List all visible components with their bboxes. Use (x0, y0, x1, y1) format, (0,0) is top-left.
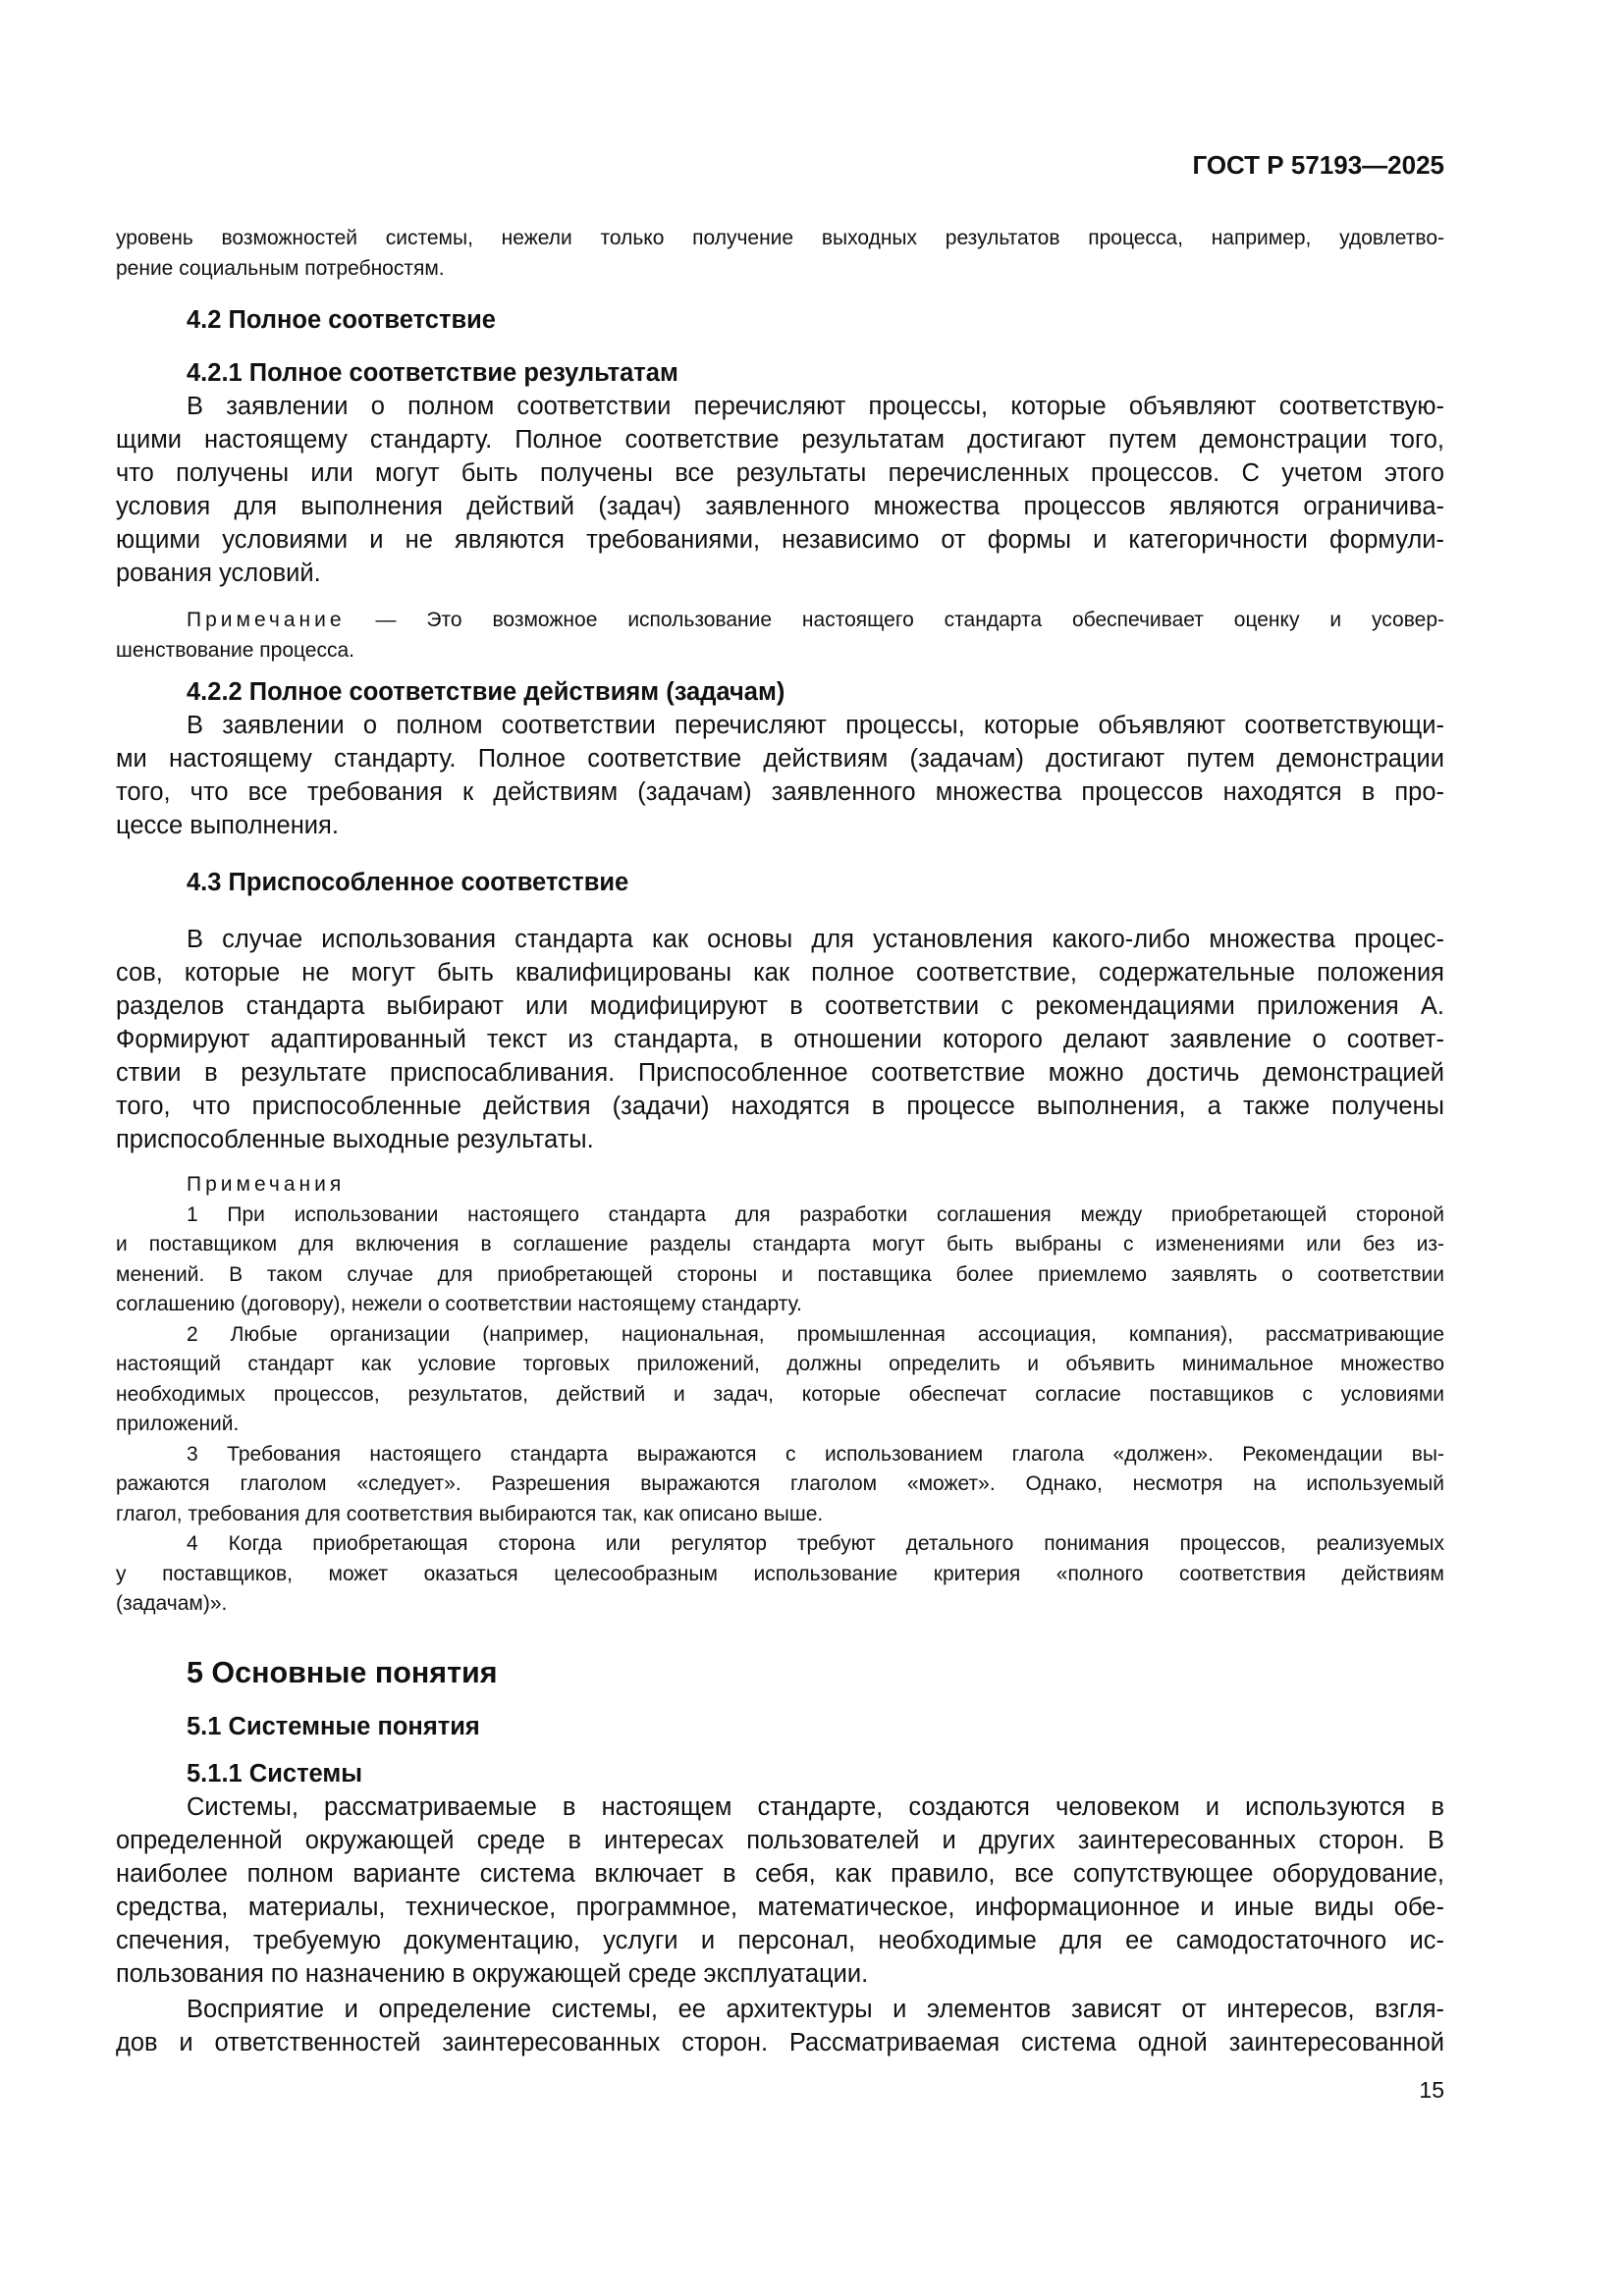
note-line: 2 Любые организации (например, национальная, промышленная ассоциация, компания), рассматривающие (187, 1322, 1444, 1346)
text-line: Формируют адаптированный текст из стандарта, в отношении которого делают заявление о соответ- (116, 1026, 1444, 1053)
intro-continuation (116, 224, 1444, 284)
note-line: 3 Требования настоящего стандарта выражаются с использованием глагола «должен». Рекомендации вы- (187, 1442, 1444, 1466)
text-line: В заявлении о полном соответствии перечисляют процессы, которые объявляют соответствую- (187, 393, 1444, 420)
notes-4-3 (116, 1170, 1444, 1620)
text-line: сов, которые не могут быть квалифицированы как полное соответствие, содержательные положения (116, 959, 1444, 987)
text-line: определенной окружающей среде в интересах пользователей и других заинтересованных сторон. В (116, 1826, 1444, 1854)
paragraph-5-1-1-b (116, 1993, 1444, 2059)
note-line: 4 Когда приобретающая сторона или регулятор требуют детального понимания процессов, реализуемых (187, 1532, 1444, 1555)
heading-5-1-1: 5.1.1 Системы (187, 1759, 363, 1788)
text-line: ми настоящему стандарту. Полное соответствие действиям (задачам) достигают путем демонстрации (116, 745, 1444, 773)
note-line: настоящий стандарт как условие торговых приложений, должны определить и объявить минимальное множество (116, 1353, 1444, 1375)
text-line: уровень возможностей системы, нежели только получение выходных результатов процесса, например, удовлетво- (116, 227, 1444, 249)
paragraph-4-3 (116, 923, 1444, 1156)
note-label: Примечание (187, 609, 346, 631)
text-line: шенствование процесса. (116, 638, 354, 662)
text-line: условия для выполнения действий (задач) заявленного множества процессов являются ограничива- (116, 493, 1444, 520)
note-line: соглашению (договору), нежели о соответствии настоящему стандарту. (116, 1293, 802, 1315)
heading-4-2-2: 4.2.2 Полное соответствие действиям (задачам) (187, 678, 785, 706)
page-number: 15 (1419, 2077, 1444, 2103)
heading-5: 5 Основные понятия (187, 1655, 498, 1689)
text-line: В случае использования стандарта как основы для установления какого-либо множества процес- (187, 926, 1444, 953)
text-line: ющими условиями и не являются требованиями, независимо от формы и категоричности формули- (116, 526, 1444, 554)
note-line: и поставщиком для включения в соглашение разделы стандарта могут быть выбраны с изменениями или без из- (116, 1233, 1444, 1255)
text-line: наиболее полном варианте система включает в себя, как правило, все сопутствующее оборудование, (116, 1859, 1444, 1888)
text-line: В заявлении о полном соответствии перечисляют процессы, которые объявляют соответствующи- (187, 712, 1444, 739)
note-line: (задачам)». (116, 1592, 228, 1615)
text-line: того, что все требования к действиям (задачам) заявленного множества процессов находятся в про- (116, 778, 1444, 806)
note-line: глагол, требования для соответствия выбираются так, как описано выше. (116, 1502, 824, 1525)
note-line: приложений. (116, 1413, 240, 1435)
text-line: приспособленные выходные результаты. (116, 1126, 594, 1153)
note-4-2-1 (116, 606, 1444, 666)
page-content (116, 224, 1444, 2059)
notes-label-line (116, 1170, 1444, 1201)
text-line: дов и ответственностей заинтересованных сторон. Рассматриваемая система одной заинтересованной (116, 2028, 1444, 2056)
paragraph-4-2-2 (116, 709, 1444, 842)
text-line: пользования по назначению в окружающей среде эксплуатации. (116, 1959, 869, 1988)
text-line: разделов стандарта выбирают или модифицируют в соответствии с рекомендациями приложения А. (116, 992, 1444, 1020)
note-line: менений. В таком случае для приобретающей стороны и поставщика более приемлемо заявлять о соответствии (116, 1262, 1444, 1286)
note-line: у поставщиков, может оказаться целесообразным использование критерия «полного соответствия действиям (116, 1562, 1444, 1585)
text-line: цессе выполнения. (116, 812, 339, 839)
text-line: щими настоящему стандарту. Полное соответствие результатам достигают путем демонстрации того, (116, 426, 1444, 454)
heading-4-2: 4.2 Полное соответствие (187, 306, 496, 334)
text-line: ствии в результате приспосабливания. Приспособленное соответствие можно достичь демонстрацией (116, 1059, 1444, 1087)
note-text: — Это возможное использование настоящего стандарта обеспечивает оценку и усовер- (345, 609, 1444, 631)
text-line (116, 606, 1444, 636)
heading-4-3: 4.3 Приспособленное соответствие (187, 869, 629, 896)
heading-4-2-1: 4.2.1 Полное соответствие результатам (187, 359, 678, 387)
notes-label: Примечания (187, 1173, 346, 1196)
text-line: Системы, рассматриваемые в настоящем стандарте, создаются человеком и используются в (187, 1792, 1444, 1821)
note-line: ражаются глаголом «следует». Разрешения выражаются глаголом «может». Однако, несмотря на используемый (116, 1472, 1444, 1495)
text-line: рение социальным потребностям. (116, 256, 445, 280)
note-line: необходимых процессов, результатов, действий и задач, которые обеспечат согласие поставщиков с условиями (116, 1382, 1444, 1406)
text-line: того, что приспособленные действия (задачи) находятся в процессе выполнения, а также получены (116, 1093, 1444, 1120)
text-line: рования условий. (116, 560, 321, 587)
heading-5-1: 5.1 Системные понятия (187, 1712, 480, 1740)
text-line: спечения, требуемую документацию, услуги и персонал, необходимые для ее самодостаточного ис- (116, 1926, 1444, 1954)
doc-code-header: ГОСТ Р 57193—2025 (1192, 150, 1444, 180)
paragraph-5-1-1-a (116, 1790, 1444, 1991)
text-line: что получены или могут быть получены все результаты перечисленных процессов. С учетом этого (116, 459, 1444, 487)
paragraph-4-2-1 (116, 390, 1444, 590)
text-line: Восприятие и определение системы, ее архитектуры и элементов зависят от интересов, взгля- (187, 1995, 1444, 2023)
note-line: 1 При использовании настоящего стандарта для разработки соглашения между приобретающей стороной (187, 1202, 1444, 1226)
text-line: средства, материалы, техническое, программное, математическое, информационное и иные виды обе- (116, 1893, 1444, 1921)
